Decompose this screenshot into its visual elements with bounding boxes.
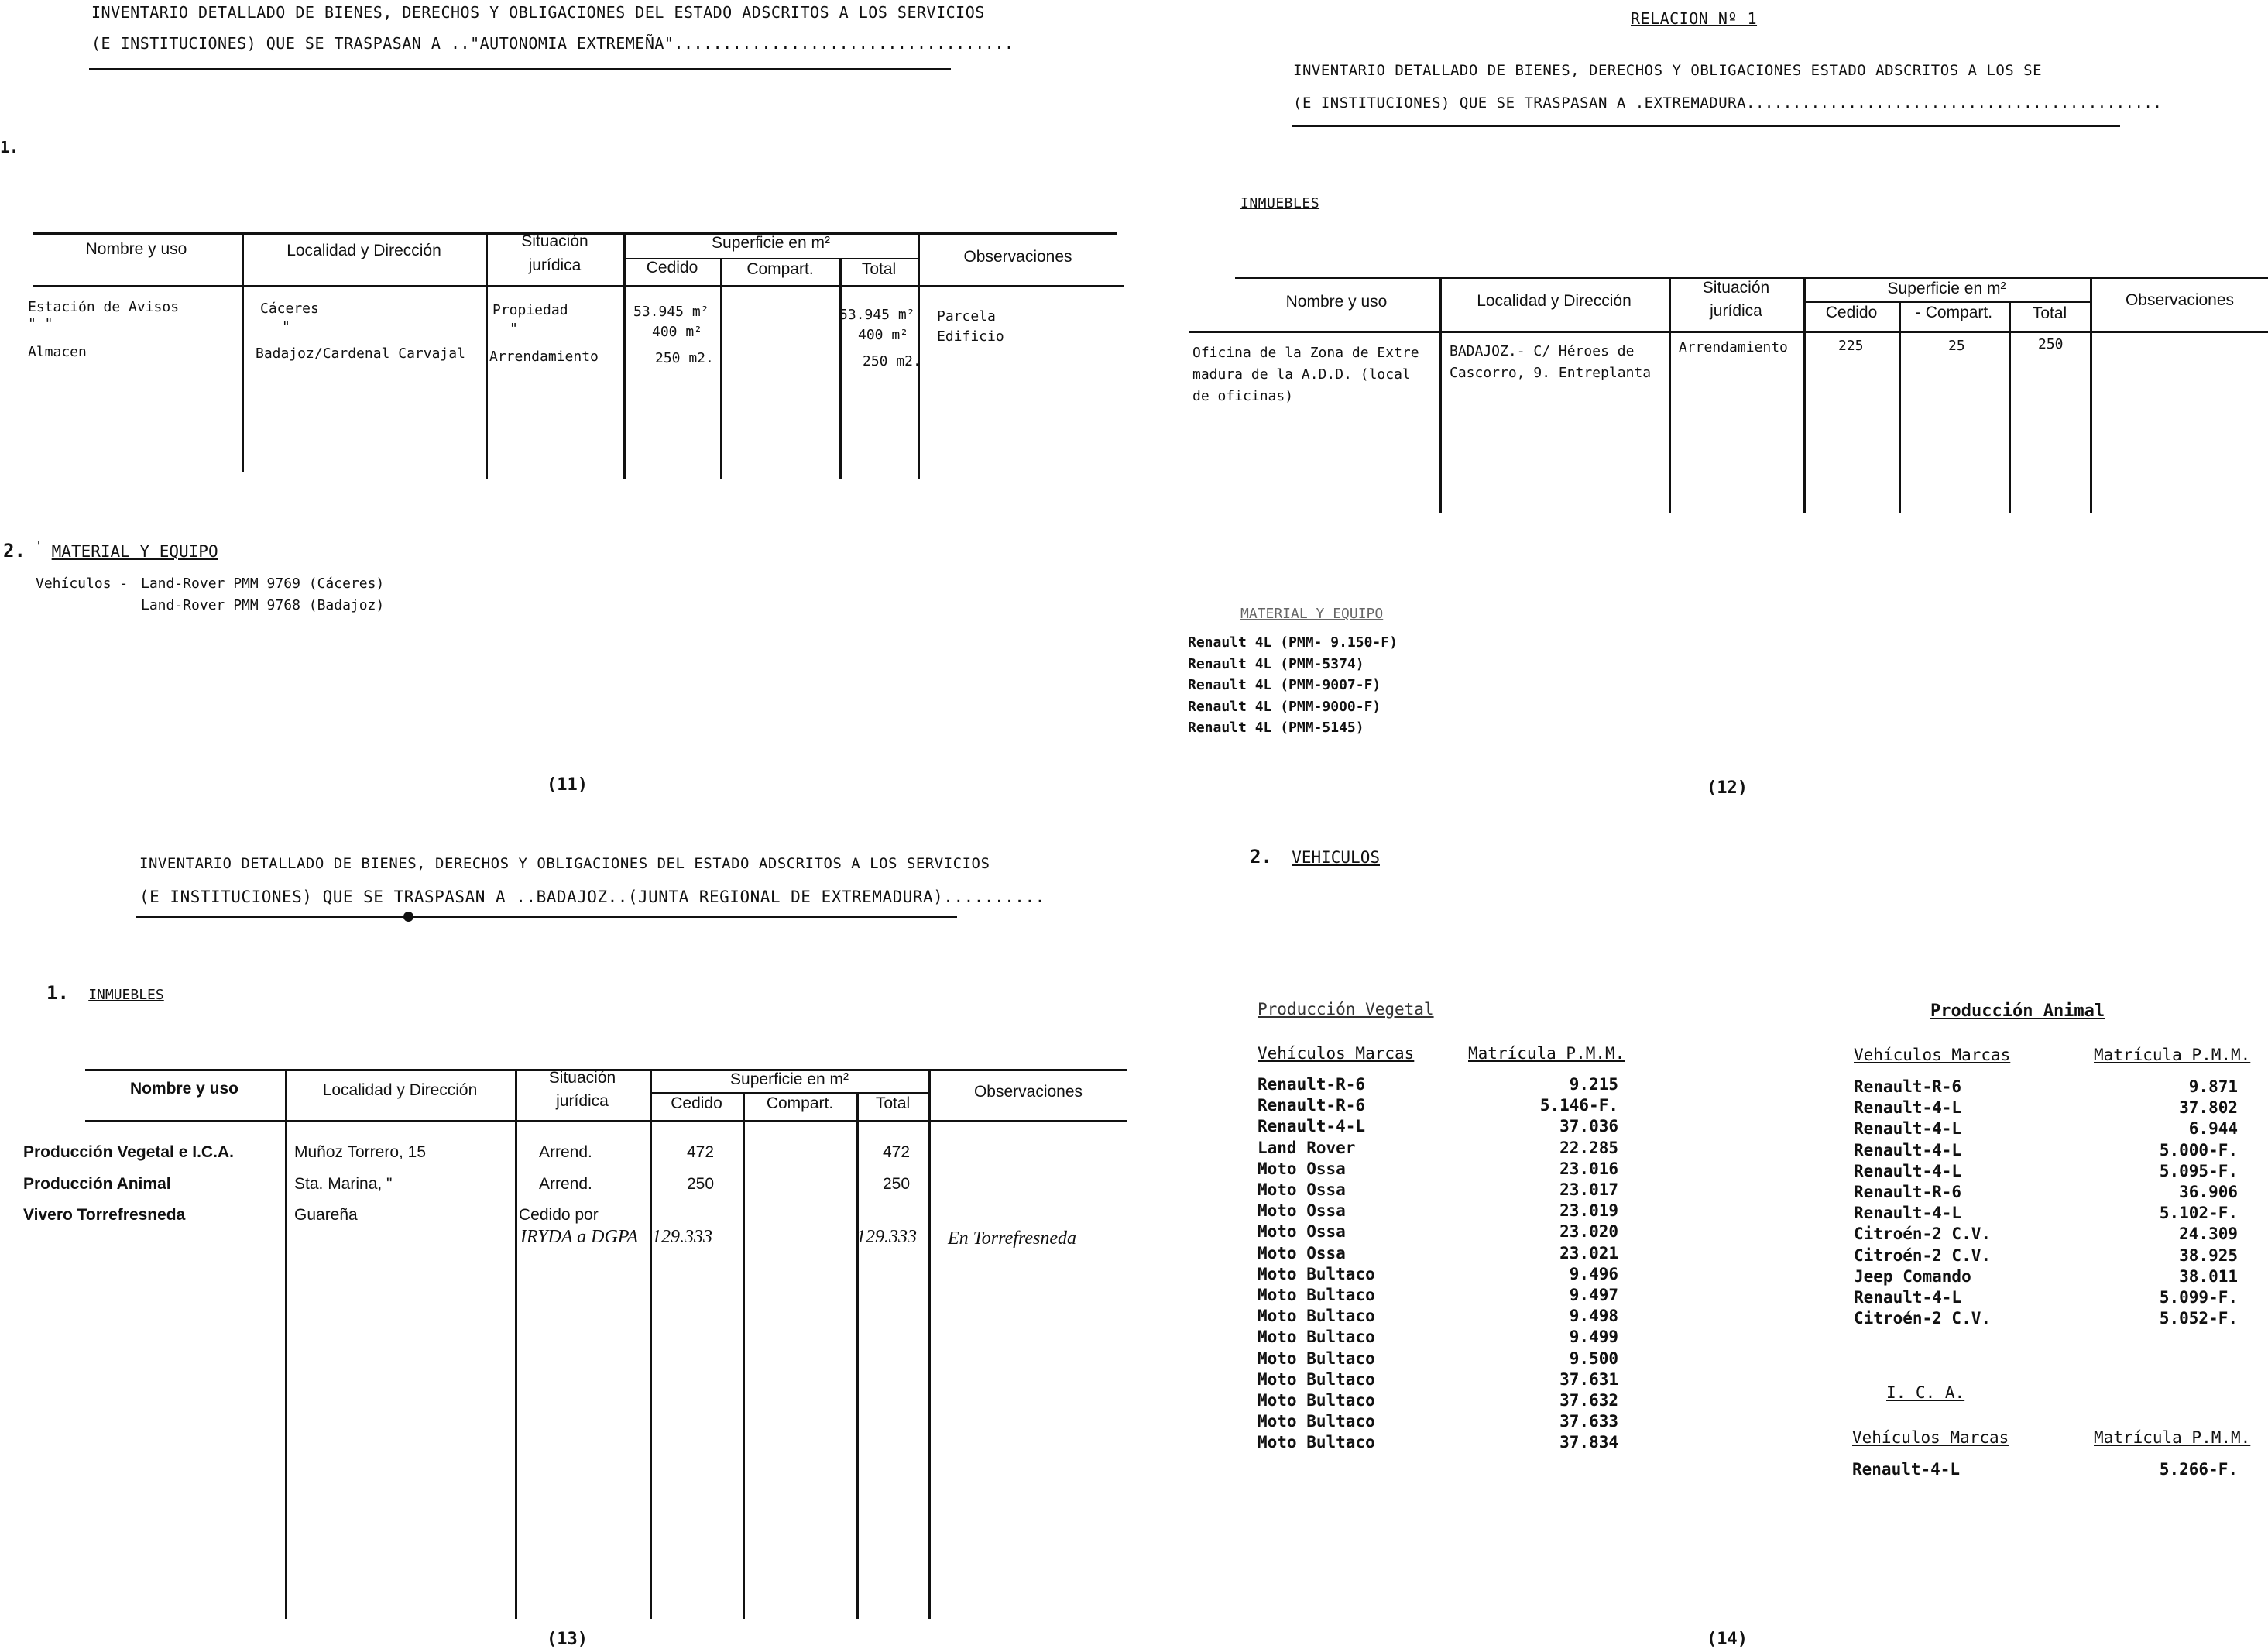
p13-row2-situacion: Arrend. bbox=[539, 1175, 592, 1193]
p14-ica-matricula-list bbox=[2091, 1459, 2238, 1480]
p12-col-situacion: Situación bbox=[1702, 279, 1770, 297]
p14-vegetal-marca-17: Moto Bultaco bbox=[1258, 1412, 1375, 1431]
p11-col-observaciones: Observaciones bbox=[963, 248, 1072, 266]
p12-material-item-5: Renault 4L (PMM-5145) bbox=[1188, 720, 1364, 736]
p14-page-number: (14) bbox=[1707, 1630, 1748, 1649]
p12-row-nombre-line1: Oficina de la Zona de Extre bbox=[1192, 345, 1419, 361]
p12-material-item-2: Renault 4L (PMM-5374) bbox=[1188, 655, 1364, 672]
p13-row3-nombre: Vivero Torrefresneda bbox=[23, 1206, 186, 1224]
p14-vegetal-matricula-18: 37.834 bbox=[1559, 1433, 1618, 1452]
p12-col-compart: - Compart. bbox=[1915, 304, 1993, 321]
p11-row1-obs: Parcela bbox=[937, 308, 996, 325]
p13-col-observaciones: Observaciones bbox=[973, 1083, 1083, 1101]
p13-row1-nombre: Producción Vegetal e I.C.A. bbox=[23, 1143, 234, 1161]
p14-ica-marcas-list bbox=[1852, 1459, 1960, 1480]
p14-animal-matricula-12: 5.052-F. bbox=[2159, 1309, 2238, 1328]
p12-material-item-1: Renault 4L (PMM- 9.150-F) bbox=[1188, 634, 1398, 651]
p13-row1-localidad: Muñoz Torrero, 15 bbox=[294, 1143, 427, 1161]
p14-vegetal-matricula-10: 9.496 bbox=[1569, 1264, 1618, 1283]
p12-row-localidad bbox=[1450, 341, 1651, 384]
p12-row-cedido: 225 bbox=[1838, 338, 1864, 354]
p11-col-nombre: Nombre y uso bbox=[85, 240, 187, 258]
p14-vegetal-marca-4: Land Rover bbox=[1258, 1138, 1356, 1157]
p14-animal-col-marcas: Vehículos Marcas bbox=[1854, 1046, 2011, 1064]
p12-material-item-3: Renault 4L (PMM-9007-F) bbox=[1188, 677, 1381, 693]
p12-title-line2: (E INSTITUCIONES) QUE SE TRASPASAN A .EXTREMADURA............................................. bbox=[1293, 94, 2163, 112]
p14-ica-marca-1: Renault-4-L bbox=[1852, 1460, 1961, 1479]
p13-row3-localidad: Guareña bbox=[294, 1206, 358, 1224]
p14-vegetal-marca-10: Moto Bultaco bbox=[1258, 1264, 1375, 1283]
p14-ica-title: I. C. A. bbox=[1886, 1383, 1965, 1402]
p11-title-rule bbox=[89, 68, 951, 70]
p14-vegetal-matricula-3: 37.036 bbox=[1559, 1117, 1618, 1136]
p14-vegetal-marca-2: Renault-R-6 bbox=[1258, 1096, 1366, 1115]
p11-row2-obs: Edificio bbox=[937, 328, 1004, 345]
p14-animal-matricula-6: 36.906 bbox=[2179, 1183, 2238, 1202]
p12-row-nombre-line2: madura de la A.D.D. (local bbox=[1192, 366, 1411, 383]
p12-col-total: Total bbox=[2032, 304, 2067, 322]
p13-row3-total: 129.333 bbox=[856, 1227, 917, 1247]
p14-vegetal-matricula-15: 37.631 bbox=[1559, 1369, 1618, 1389]
p13-row1-total: 472 bbox=[883, 1143, 911, 1161]
p12-row-total: 250 bbox=[2038, 336, 2064, 352]
p11-row2-nombre: " " bbox=[28, 316, 53, 332]
p14-animal-marca-2: Renault-4-L bbox=[1854, 1098, 1962, 1118]
p14-vegetal-matricula-7: 23.019 bbox=[1559, 1201, 1618, 1221]
p11-row3-nombre: Almacen bbox=[28, 344, 87, 360]
p13-row2-localidad: Sta. Marina, " bbox=[294, 1175, 393, 1193]
p11-row1-total: 53.945 m² bbox=[839, 307, 915, 323]
p14-section-number: 2. bbox=[1250, 846, 1272, 867]
p13-col-superficie: Superficie en m² bbox=[730, 1070, 849, 1088]
p13-row3-cedido: 129.333 bbox=[652, 1227, 712, 1247]
p13-col-compart: Compart. bbox=[766, 1094, 834, 1112]
p14-vegetal-matricula-11: 9.497 bbox=[1569, 1286, 1618, 1305]
p11-section-2-number: 2. bbox=[3, 540, 26, 562]
p14-vegetal-matricula-13: 9.499 bbox=[1569, 1328, 1618, 1347]
p12-inmuebles-heading: INMUEBLES bbox=[1240, 195, 1320, 211]
p13-col-situacion-2: jurídica bbox=[556, 1092, 609, 1110]
p11-row1-nombre: Estación de Avisos bbox=[28, 299, 180, 315]
p14-vegetal-marca-1: Renault-R-6 bbox=[1258, 1075, 1366, 1094]
p11-section-1-number: 1. bbox=[0, 138, 19, 156]
p14-animal-matricula-1: 9.871 bbox=[2188, 1077, 2238, 1096]
p11-page-number: (11) bbox=[547, 775, 588, 795]
p14-vegetal-matricula-2: 5.146-F. bbox=[1539, 1096, 1618, 1115]
p11-vehiculo-2: Land-Rover PMM 9768 (Badajoz) bbox=[141, 597, 385, 613]
p12-row-nombre-line3: de oficinas) bbox=[1192, 388, 1294, 404]
p14-animal-marca-8: Citroén-2 C.V. bbox=[1854, 1225, 1992, 1244]
p14-vegetal-marca-18: Moto Bultaco bbox=[1258, 1433, 1375, 1452]
p13-row3-situacion: Cedido por bbox=[519, 1206, 599, 1224]
p12-col-observaciones: Observaciones bbox=[2125, 291, 2235, 309]
p11-row2-total: 400 m² bbox=[858, 327, 909, 343]
p14-vegetal-marcas-list bbox=[1258, 1074, 1375, 1454]
p11-col-total: Total bbox=[861, 260, 897, 278]
p14-vegetal-marca-8: Moto Ossa bbox=[1258, 1222, 1346, 1242]
p14-animal-marca-10: Jeep Comando bbox=[1854, 1266, 1971, 1286]
p12-row-nombre bbox=[1192, 342, 1419, 407]
p11-section-2-title: MATERIAL Y EQUIPO bbox=[51, 542, 218, 561]
p14-animal-title: Producción Animal bbox=[1930, 1001, 2105, 1021]
p14-animal-matricula-10: 38.011 bbox=[2179, 1266, 2238, 1286]
p13-row1-cedido: 472 bbox=[687, 1143, 715, 1161]
p13-col-total: Total bbox=[875, 1094, 911, 1112]
p11-col-localidad: Localidad y Dirección bbox=[287, 242, 441, 259]
p14-vegetal-matricula-12: 9.498 bbox=[1569, 1307, 1618, 1326]
p11-row2-situacion: " bbox=[510, 321, 518, 337]
p12-row-localidad-line1: BADAJOZ.- C/ Héroes de bbox=[1450, 343, 1635, 359]
p12-col-superficie: Superficie en m² bbox=[1887, 280, 2006, 297]
p12-page-number: (12) bbox=[1707, 778, 1748, 798]
p14-vegetal-marca-3: Renault-4-L bbox=[1258, 1117, 1366, 1136]
p12-title-rule bbox=[1292, 125, 2120, 127]
p13-section-1-title: INMUEBLES bbox=[88, 987, 164, 1003]
p13-col-nombre: Nombre y uso bbox=[129, 1080, 239, 1098]
p11-row1-cedido: 53.945 m² bbox=[633, 304, 709, 320]
p13-row2-nombre: Producción Animal bbox=[23, 1175, 171, 1193]
p14-vegetal-matricula-14: 9.500 bbox=[1569, 1348, 1618, 1368]
p13-page-number: (13) bbox=[547, 1630, 588, 1649]
p14-ica-col-marcas: Vehículos Marcas bbox=[1852, 1428, 2009, 1447]
p12-col-cedido: Cedido bbox=[1825, 304, 1878, 321]
p13-row2-total: 250 bbox=[883, 1175, 911, 1193]
p11-section-2-heading: 2. ' MATERIAL Y EQUIPO bbox=[3, 540, 218, 562]
p14-animal-matricula-2: 37.802 bbox=[2179, 1098, 2238, 1118]
p11-row1-situacion: Propiedad bbox=[492, 302, 568, 318]
p14-vegetal-marca-16: Moto Bultaco bbox=[1258, 1391, 1375, 1410]
p12-col-situacion-2: jurídica bbox=[1710, 302, 1762, 320]
p14-vegetal-matricula-9: 23.021 bbox=[1559, 1243, 1618, 1263]
p11-row3-localidad: Badajoz/Cardenal Carvajal bbox=[256, 345, 465, 362]
p11-row3-total: 250 m2. bbox=[863, 353, 921, 369]
p14-vegetal-marca-11: Moto Bultaco bbox=[1258, 1286, 1375, 1305]
p14-animal-matricula-8: 24.309 bbox=[2179, 1225, 2238, 1244]
p12-material-list bbox=[1188, 632, 1398, 739]
p14-vegetal-marca-7: Moto Ossa bbox=[1258, 1201, 1346, 1221]
p11-title-line1: INVENTARIO DETALLADO DE BIENES, DERECHOS Y OBLIGACIONES DEL ESTADO ADSCRITOS A LOS SERVICIOS bbox=[91, 3, 985, 22]
p14-vegetal-marca-9: Moto Ossa bbox=[1258, 1243, 1346, 1263]
p14-animal-matricula-9: 38.925 bbox=[2179, 1245, 2238, 1265]
p13-section-1-heading bbox=[46, 982, 164, 1004]
p12-title-line1: INVENTARIO DETALLADO DE BIENES, DERECHOS Y OBLIGACIONES ESTADO ADSCRITOS A LOS SE bbox=[1293, 62, 2043, 79]
p14-animal-marca-1: Renault-R-6 bbox=[1854, 1077, 1962, 1096]
p11-col-compart: Compart. bbox=[746, 260, 814, 278]
p11-row2-cedido: 400 m² bbox=[652, 324, 703, 340]
p14-vegetal-marca-14: Moto Bultaco bbox=[1258, 1348, 1375, 1368]
p12-material-item-4: Renault 4L (PMM-9000-F) bbox=[1188, 698, 1381, 715]
p14-vegetal-marca-5: Moto Ossa bbox=[1258, 1159, 1346, 1178]
p14-animal-marca-3: Renault-4-L bbox=[1854, 1119, 1962, 1139]
p14-animal-marca-4: Renault-4-L bbox=[1854, 1140, 1962, 1159]
p13-row3-situacion-2: IRYDA a DGPA bbox=[520, 1227, 639, 1247]
p12-col-nombre: Nombre y uso bbox=[1285, 293, 1388, 311]
p14-vegetal-matricula-list bbox=[1471, 1074, 1618, 1454]
p14-section-title: VEHICULOS bbox=[1292, 848, 1380, 867]
p14-vegetal-matricula-17: 37.633 bbox=[1559, 1412, 1618, 1431]
p11-row1-localidad: Cáceres bbox=[260, 301, 319, 317]
p11-col-cedido: Cedido bbox=[646, 259, 698, 277]
p11-col-situacion: Situación bbox=[521, 232, 588, 250]
p11-row3-cedido: 250 m2. bbox=[655, 350, 714, 366]
p14-vegetal-marca-13: Moto Bultaco bbox=[1258, 1328, 1375, 1347]
p14-vegetal-matricula-1: 9.215 bbox=[1569, 1075, 1618, 1094]
p13-row1-situacion: Arrend. bbox=[539, 1143, 592, 1161]
p11-title-line2: (E INSTITUCIONES) QUE SE TRASPASAN A .."AUTONOMIA EXTREMEÑA"................................... bbox=[91, 34, 1014, 53]
p12-row-localidad-line2: Cascorro, 9. Entreplanta bbox=[1450, 365, 1652, 381]
p11-col-superficie: Superficie en m² bbox=[712, 234, 830, 252]
p14-animal-matricula-7: 5.102-F. bbox=[2159, 1204, 2238, 1223]
p14-vegetal-matricula-8: 23.020 bbox=[1559, 1222, 1618, 1242]
p12-row-situacion: Arrendamiento bbox=[1679, 339, 1788, 356]
p13-col-localidad: Localidad y Dirección bbox=[322, 1081, 478, 1099]
p11-col-situacion-2: jurídica bbox=[528, 256, 582, 274]
p14-section-heading bbox=[1250, 846, 1380, 867]
p11-row2-localidad: " bbox=[282, 319, 290, 335]
p14-animal-matricula-3: 6.944 bbox=[2188, 1119, 2238, 1139]
p12-row-compart: 25 bbox=[1948, 338, 1965, 354]
p14-animal-matricula-5: 5.095-F. bbox=[2159, 1161, 2238, 1180]
p14-vegetal-matricula-16: 37.632 bbox=[1559, 1391, 1618, 1410]
p14-vegetal-col-matricula: Matrícula P.M.M. bbox=[1468, 1044, 1625, 1063]
p14-animal-matricula-list bbox=[2091, 1077, 2238, 1329]
p14-ica-matricula-1: 5.266-F. bbox=[2159, 1460, 2238, 1479]
p14-animal-marca-7: Renault-4-L bbox=[1854, 1204, 1962, 1223]
p14-vegetal-marca-15: Moto Bultaco bbox=[1258, 1369, 1375, 1389]
p12-relacion-heading: RELACION Nº 1 bbox=[1631, 9, 1758, 28]
p13-ink-dot bbox=[403, 912, 413, 922]
p11-vehiculo-1: Land-Rover PMM 9769 (Cáceres) bbox=[141, 575, 385, 592]
p14-animal-col-matricula: Matrícula P.M.M. bbox=[2094, 1046, 2251, 1064]
p14-animal-marcas-list bbox=[1854, 1077, 1991, 1329]
p14-animal-marca-5: Renault-4-L bbox=[1854, 1161, 1962, 1180]
p14-vegetal-col-marcas: Vehículos Marcas bbox=[1258, 1044, 1415, 1063]
p12-material-heading: MATERIAL Y EQUIPO bbox=[1240, 606, 1384, 622]
p13-title-rule bbox=[136, 916, 957, 918]
p14-vegetal-title: Producción Vegetal bbox=[1258, 1000, 1434, 1019]
p14-animal-marca-6: Renault-R-6 bbox=[1854, 1183, 1962, 1202]
p13-row3-obs: En Torrefresneda bbox=[948, 1228, 1077, 1249]
p14-animal-matricula-11: 5.099-F. bbox=[2159, 1288, 2238, 1307]
p14-vegetal-marca-12: Moto Bultaco bbox=[1258, 1307, 1375, 1326]
p14-vegetal-matricula-4: 22.285 bbox=[1559, 1138, 1618, 1157]
p14-vegetal-matricula-5: 23.016 bbox=[1559, 1159, 1618, 1178]
p14-animal-marca-12: Citroén-2 C.V. bbox=[1854, 1309, 1992, 1328]
p14-animal-matricula-4: 5.000-F. bbox=[2159, 1140, 2238, 1159]
p13-title-line2: (E INSTITUCIONES) QUE SE TRASPASAN A ..BADAJOZ..(JUNTA REGIONAL DE EXTREMADURA).......... bbox=[139, 888, 1045, 906]
p14-ica-col-matricula: Matrícula P.M.M. bbox=[2094, 1428, 2251, 1447]
p14-animal-marca-11: Renault-4-L bbox=[1854, 1288, 1962, 1307]
p14-vegetal-matricula-6: 23.017 bbox=[1559, 1180, 1618, 1200]
p13-col-situacion: Situación bbox=[548, 1069, 616, 1087]
p13-row2-cedido: 250 bbox=[687, 1175, 715, 1193]
p12-col-localidad: Localidad y Dirección bbox=[1477, 292, 1632, 310]
p14-animal-marca-9: Citroén-2 C.V. bbox=[1854, 1245, 1992, 1265]
p13-title-line1: INVENTARIO DETALLADO DE BIENES, DERECHOS Y OBLIGACIONES DEL ESTADO ADSCRITOS A LOS SERVICIOS bbox=[139, 855, 990, 872]
p13-col-cedido: Cedido bbox=[671, 1094, 722, 1112]
p14-vegetal-marca-6: Moto Ossa bbox=[1258, 1180, 1346, 1200]
p13-section-1-number: 1. bbox=[46, 982, 69, 1004]
p11-row3-situacion: Arrendamiento bbox=[489, 349, 599, 365]
p11-vehiculos-label: Vehículos - bbox=[36, 575, 129, 592]
